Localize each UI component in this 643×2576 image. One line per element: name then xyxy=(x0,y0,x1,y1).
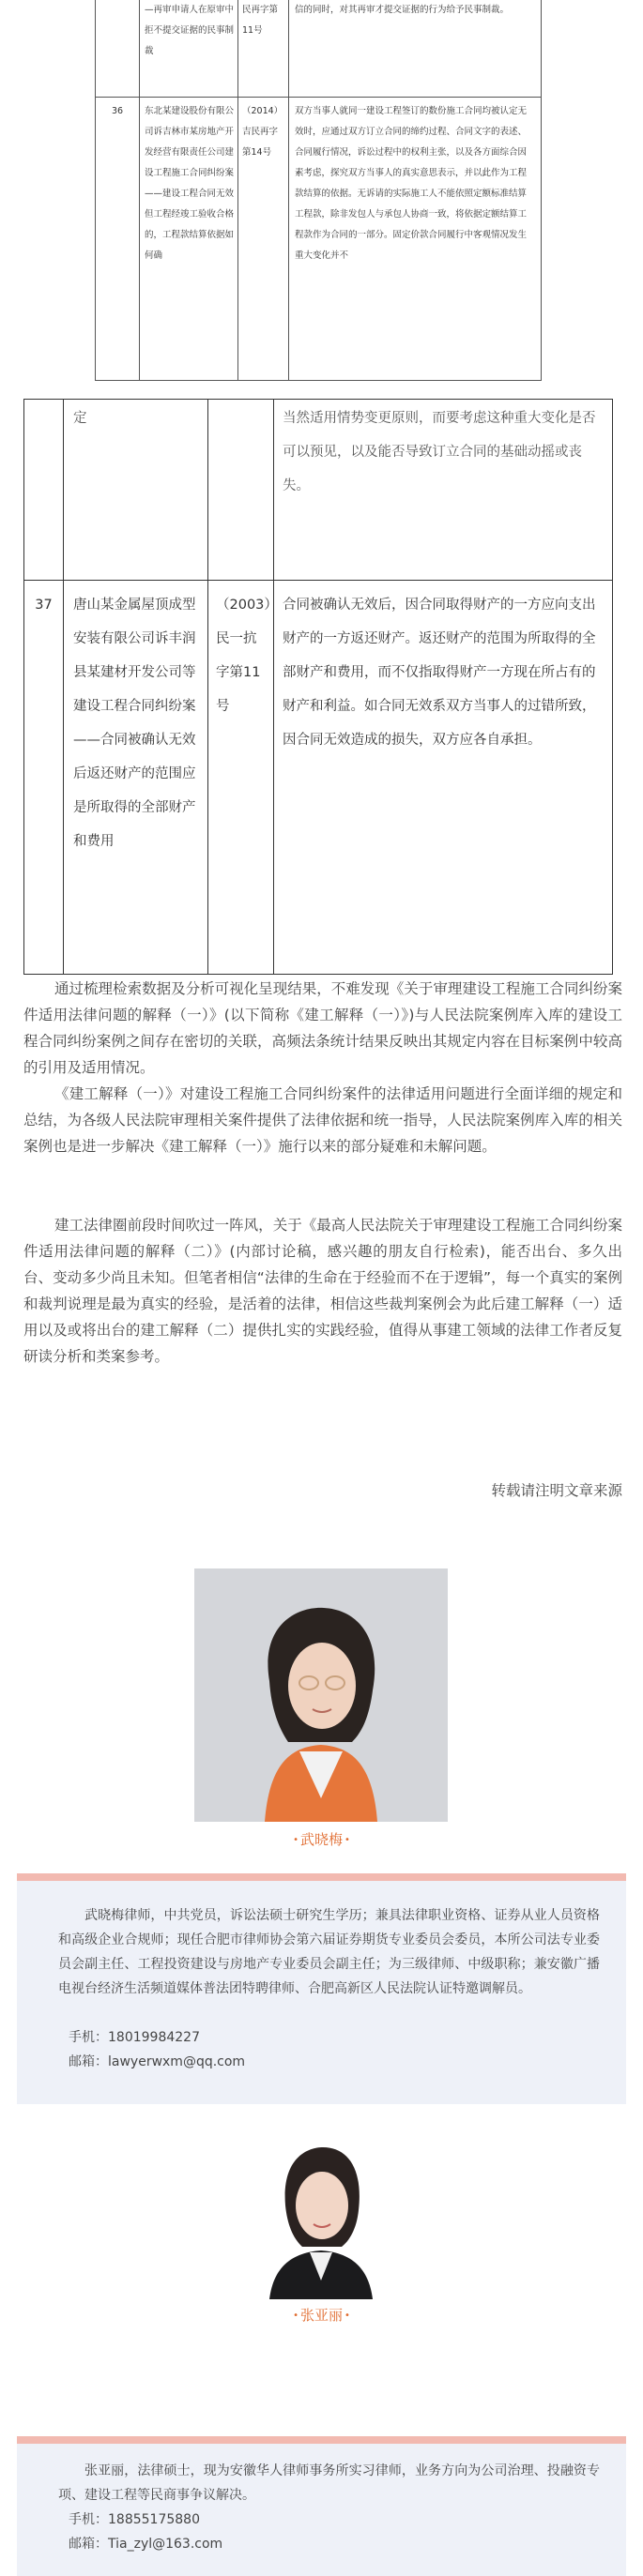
profile-bio: 张亚丽，法律硕士，现为安徽华人律师事务所实习律师，业务方向为公司治理、投融资专项、建设工程等民商事争议解决。 xyxy=(58,2463,600,2503)
table-cell-summary: 合同被确认无效后，因合同取得财产的一方应向支出财产的一方返还财产。返还财产的范围为所取得的全部财产和费用，而不仅指取得财产一方现在所占有的财产和利益。如合同无效系双方当事人的过错所致，因合同无效造成的损失，双方应各自承担。 xyxy=(283,598,596,748)
table-cell-case-no: （2014）吉民再字第14号 xyxy=(242,106,283,158)
portrait-photo-2 xyxy=(237,2130,406,2299)
table-cell-title: —再审申请人在原审中拒不提交证据的民事制裁 xyxy=(145,5,235,56)
portrait-photo-1 xyxy=(194,1568,448,1822)
table-cell-title: 唐山某金属屋顶成型安装有限公司诉丰润县某建材开发公司等建设工程合同纠纷案——合同被确认无效后返还财产的范围应是所取得的全部财产和费用 xyxy=(73,598,196,849)
table-cell-title: 定 xyxy=(73,411,87,426)
table-cell-case-no: 民再字第11号 xyxy=(242,5,279,36)
table-cell-title: 东北某建设股份有限公司诉吉林市某房地产开发经营有限责任公司建设工程施工合同纠纷案——建设工程合同无效但工程经竣工验收合格的，工程款结算依据如何确 xyxy=(145,106,235,261)
profile-card xyxy=(17,2436,626,2576)
table-divider xyxy=(24,580,612,581)
profile-email: 邮箱：lawyerwxm@qq.com xyxy=(69,2054,246,2069)
card-accent-bar xyxy=(17,1873,626,1881)
top-table xyxy=(95,0,542,381)
table-cell-summary: 信的同时，对其再审才提交证据的行为给予民事制裁。 xyxy=(295,5,510,15)
profile-name-text: 武晓梅 xyxy=(299,1831,343,1848)
profile-name: • 武晓梅 • xyxy=(293,1831,350,1848)
table-cell-number: 36 xyxy=(111,106,124,116)
portrait-photo xyxy=(237,2130,406,2299)
profile-bio: 武晓梅律师，中共党员，诉讼法硕士研究生学历；兼具法律职业资格、证券从业人员资格和高级企业合规师；现任合肥市律师协会第六届证券期货专业委员会委员，本所公司法专业委员会副主任、工程投资建设与房地产专业委员会副主任；为三级律师、中级职称；兼安徽广播电视台经济生活频道媒体普法团特聘律师、合肥高新区人民法院认证特邀调解员。 xyxy=(58,1908,600,1996)
table-cell-number: 37 xyxy=(35,598,53,613)
table-cell-summary: 当然适用情势变更原则，而要考虑这种重大变化是否可以预见，以及能否导致订立合同的基础动摇或丧失。 xyxy=(283,411,596,493)
portrait-photo xyxy=(194,1568,448,1822)
body-paragraph: 建工法律圈前段时间吹过一阵风，关于《最高人民法院关于审理建设工程施工合同纠纷案件适用法律问题的解释（二）》(内部讨论稿，感兴趣的朋友自行检索)，能否出台、多久出台、变动多少尚且未知。但笔者相信“法律的生命在于经验而不在于逻辑”，每一个真实的案例和裁判说理是最为真实的经验，是活着的法律，相信这些裁判案例会为此后建工解释（一）适用以及或将出台的建工解释（二）提供扎实的实践经验，值得从事建工领域的法律工作者反复研读分析和类案参考。 xyxy=(23,1217,622,1365)
source-note: 转载请注明文章来源 xyxy=(491,1482,622,1499)
profile-email: 邮箱：Tia_zyl@163.com xyxy=(69,2537,223,2552)
body-paragraph: 《建工解释（一）》对建设工程施工合同纠纷案件的法律适用问题进行全面详细的规定和总结，为各级人民法院审理相关案件提供了法律依据和统一指导，人民法院案例库入库的相关案例也是进一步解决《建工解释（一）》施行以来的部分疑难和未解问题。 xyxy=(23,1085,622,1155)
table-cell-case-no: （2003）民一抗字第11号 xyxy=(216,598,278,714)
profile-name: • 张亚丽 • xyxy=(293,2307,350,2324)
table-divider xyxy=(63,400,64,974)
table-divider xyxy=(273,400,274,974)
table-cell-summary: 双方当事人就同一建设工程签订的数份施工合同均被认定无效时，应通过双方订立合同的缔约过程、合同文字的表述、合同履行情况，诉讼过程中的权利主张，以及各方面综合因素考虑，探究双方当事人的真实意思表示，并以此作为工程款结算的依据。无诉请的实际施工人不能依照定额标准结算工程款，除非发包人与承包人协商一致，将依据定额结算工程款作为合同的一部分。固定价款合同履行中客观情况发生重大变化并不 xyxy=(295,106,528,261)
table-divider xyxy=(96,97,541,98)
card-accent-bar xyxy=(17,2436,626,2444)
profile-name-text: 张亚丽 xyxy=(299,2307,343,2324)
table-divider xyxy=(207,400,208,974)
profile-phone: 手机：18019984227 xyxy=(69,2030,200,2045)
case-table xyxy=(23,399,613,975)
table-divider xyxy=(288,0,289,380)
profile-phone: 手机：18855175880 xyxy=(69,2512,200,2527)
body-paragraph: 通过梳理检索数据及分析可视化呈现结果，不难发现《关于审理建设工程施工合同纠纷案件适用法律问题的解释（一）》(以下简称《建工解释（一）》)与人民法院案例库入库的建设工程合同纠纷案例之间存在密切的关联，高频法条统计结果反映出其规定内容在目标案例中较高的引用及适用情况。 xyxy=(23,980,622,1076)
table-divider xyxy=(237,0,238,380)
profile-card xyxy=(17,1873,626,2104)
table-divider xyxy=(139,0,140,380)
